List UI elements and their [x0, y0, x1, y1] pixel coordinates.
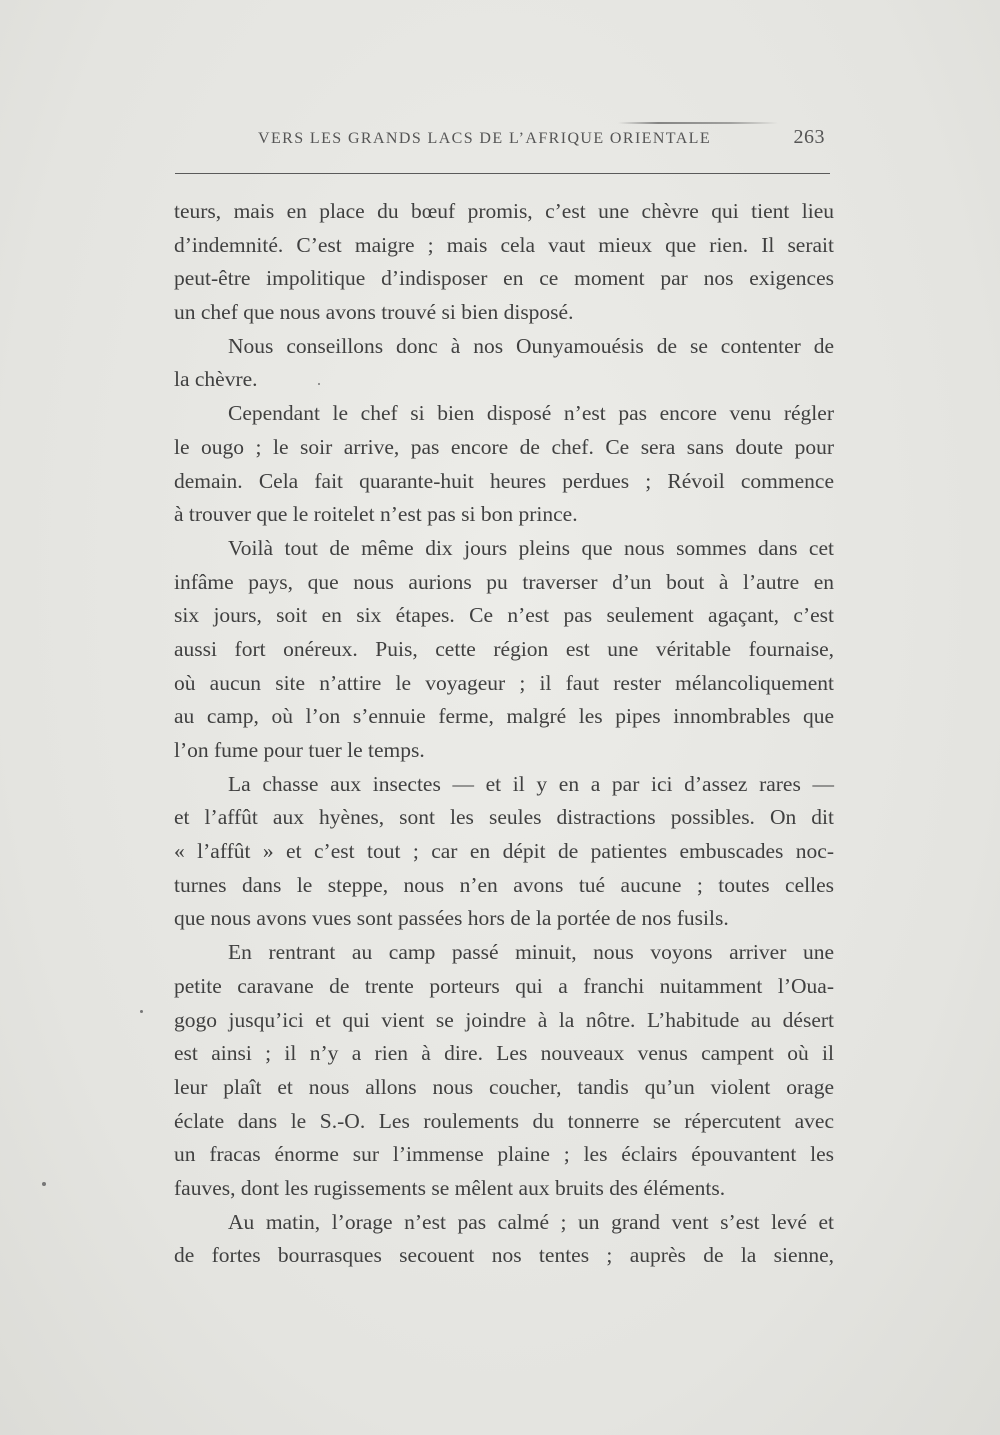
- text-line: et l’affût aux hyènes, sont les seules distractions possibles. On dit: [174, 805, 834, 830]
- text-line: l’on fume pour tuer le temps.: [174, 738, 425, 762]
- paragraph-first-line: Au matin, l’orage n’est pas calmé ; un grand vent s’est levé et: [228, 1209, 834, 1234]
- paper-speck: [42, 1182, 46, 1186]
- ink-streak-mark: [618, 122, 778, 124]
- text-line: « l’affût » et c’est tout ; car en dépit de patientes embuscades noc-: [174, 839, 834, 864]
- paragraph-first-line: La chasse aux insectes — et il y en a par ici d’assez rares —: [228, 771, 834, 796]
- text-line: un chef que nous avons trouvé si bien disposé.: [174, 300, 574, 325]
- text-line: au camp, où l’on s’ennuie ferme, malgré les pipes innombrables que: [174, 704, 834, 729]
- text-line: peut-être impolitique d’indisposer en ce moment par nos exigences: [174, 266, 834, 291]
- paragraph-first-line: En rentrant au camp passé minuit, nous voyons arriver une: [228, 940, 834, 965]
- page-header: [175, 126, 833, 156]
- header-rule: [175, 173, 830, 174]
- text-line: le ougo ; le soir arrive, pas encore de chef. Ce sera sans doute pour: [174, 434, 834, 459]
- paragraph-first-line: Nous conseillons donc à nos Ounyamouésis de se contenter de: [228, 333, 834, 358]
- text-line: où aucun site n’attire le voyageur ; il faut rester mélancoliquement: [174, 670, 834, 695]
- paper-speck: [140, 1010, 143, 1013]
- text-line: la chèvre.: [174, 367, 258, 392]
- running-title: VERS LES GRANDS LACS DE L’AFRIQUE ORIENTALE: [258, 130, 712, 147]
- text-line: de fortes bourrasques secouent nos tentes ; auprès de la sienne,: [174, 1243, 834, 1268]
- text-line: infâme pays, que nous aurions pu traverser d’un bout à l’autre en: [174, 569, 834, 594]
- text-line: est ainsi ; il n’y a rien à dire. Les nouveaux venus campent où il: [174, 1041, 834, 1066]
- paragraph-first-line: Voilà tout de même dix jours pleins que nous sommes dans cet: [228, 535, 834, 560]
- text-line: leur plaît et nous allons nous coucher, tandis qu’un violent orage: [174, 1074, 834, 1099]
- text-line: fauves, dont les rugissements se mêlent aux bruits des éléments.: [174, 1175, 726, 1200]
- body-text: [174, 195, 834, 1273]
- text-line: demain. Cela fait quarante-huit heures perdues ; Révoil commence: [174, 468, 834, 493]
- text-line: gogo jusqu’ici et qui vient se joindre à la nôtre. L’habitude au désert: [174, 1007, 834, 1032]
- paper-speck: [318, 383, 320, 385]
- text-line: un fracas énorme sur l’immense plaine ; les éclairs épouvantent les: [174, 1142, 834, 1167]
- text-line: petite caravane de trente porteurs qui a franchi nuitamment l’Oua-: [174, 973, 834, 998]
- text-line: turnes dans le steppe, nous n’en avons tué aucune ; toutes celles: [174, 872, 834, 897]
- text-line: que nous avons vues sont passées hors de la portée de nos fusils.: [174, 906, 729, 931]
- paragraph-first-line: Cependant le chef si bien disposé n’est pas encore venu régler: [228, 401, 834, 426]
- text-line: teurs, mais en place du bœuf promis, c’est une chèvre qui tient lieu: [174, 199, 834, 223]
- page-number: 263: [793, 126, 825, 148]
- text-line: éclate dans le S.-O. Les roulements du tonnerre se répercutent avec: [174, 1108, 834, 1133]
- text-line: six jours, soit en six étapes. Ce n’est pas seulement agaçant, c’est: [174, 603, 834, 628]
- text-line: à trouver que le roitelet n’est pas si bon prince.: [174, 502, 578, 527]
- text-line: aussi fort onéreux. Puis, cette région est une véritable fournaise,: [174, 636, 834, 661]
- text-line: d’indemnité. C’est maigre ; mais cela vaut mieux que rien. Il serait: [174, 232, 834, 257]
